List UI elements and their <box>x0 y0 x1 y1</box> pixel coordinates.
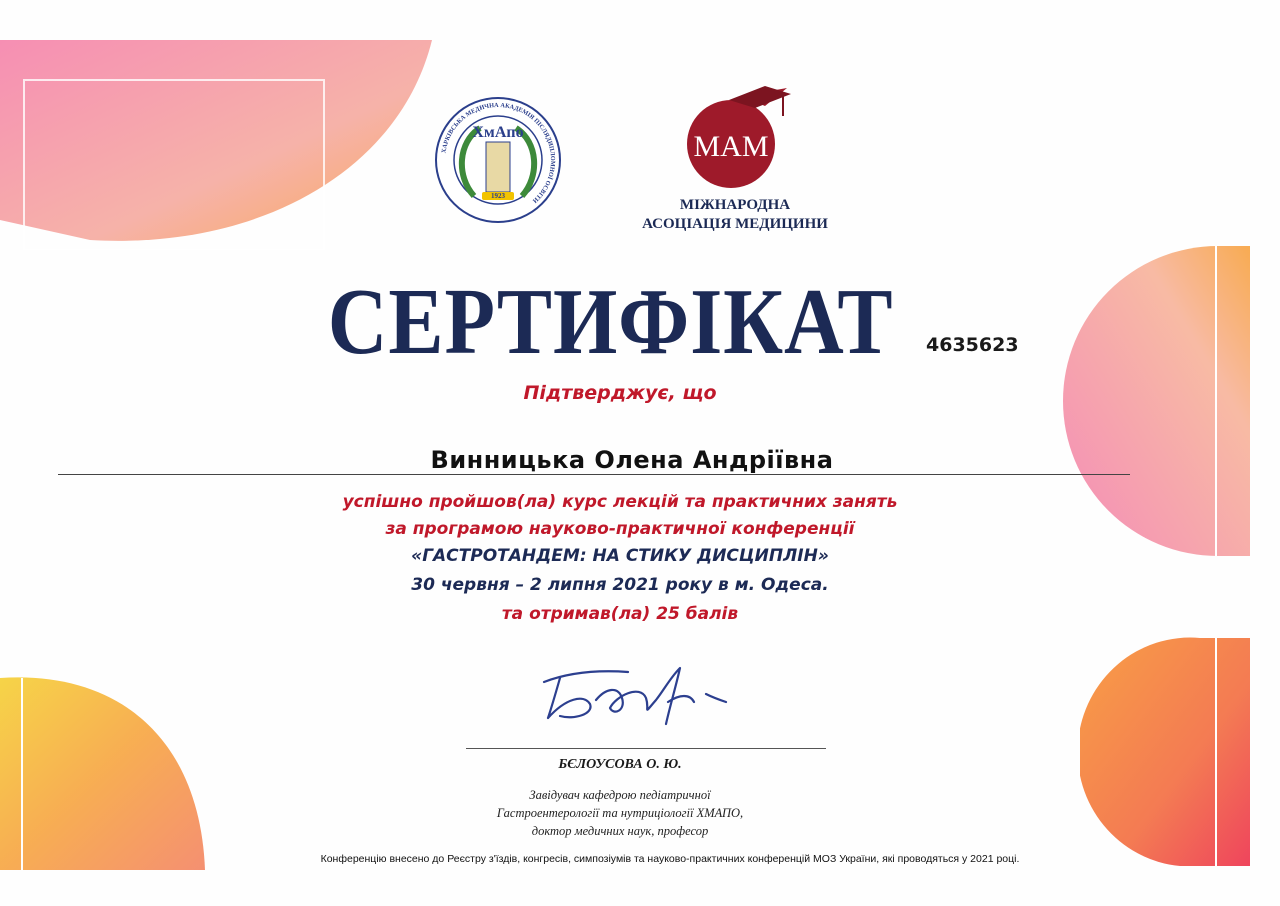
confirms-label: Підтверджує, що <box>523 382 717 404</box>
seal-ring-text: ХАРКІВСЬКА МЕДИЧНА АКАДЕМІЯ ПІСЛЯДИПЛОМНОЇ ОСВІТИ <box>440 101 557 205</box>
signer-role-line-3: доктор медичних наук, професор <box>531 824 709 838</box>
decor-bottom-left-circle <box>0 670 220 870</box>
mam-caption <box>600 196 870 234</box>
certificate-title: СЕРТИФІКАТ <box>327 270 894 374</box>
points-line: та отримав(ла) 25 балів <box>501 604 739 624</box>
recipient-underline <box>58 474 1130 475</box>
signer-role-line-1: Завідувач кафедрою педіатричної <box>529 788 711 802</box>
course-line-2: за програмою науково-практичної конференції <box>385 519 855 539</box>
decor-top-left-arc <box>0 40 440 250</box>
mam-abbr: МАМ <box>693 130 769 163</box>
conference-dates: 30 червня – 2 липня 2021 року в м. Одеса. <box>411 575 829 595</box>
signature-line <box>466 748 826 749</box>
signer-role-line-2: Гастроентерології та нутриціології ХМАПО, <box>496 806 744 820</box>
seal-year: 1923 <box>491 192 505 200</box>
mam-caption-line1: МІЖНАРОДНА <box>679 197 791 213</box>
khmapo-seal-logo <box>434 96 562 224</box>
signer-name: БЄЛОУСОВА О. Ю. <box>558 757 682 772</box>
course-line-1: успішно пройшов(ла) курс лекцій та практичних занять <box>342 492 898 512</box>
recipient-name: Винницька Олена Андріївна <box>430 446 834 474</box>
decor-right-circle-small <box>1080 630 1250 866</box>
conference-name: «ГАСТРОТАНДЕМ: НА СТИКУ ДИСЦИПЛІН» <box>411 546 829 566</box>
registry-footnote: Конференцію внесено до Реєстру з'їздів, конгресів, симпозіумів та науково-практичних конференцій МОЗ України, які проводяться у 2021 році. <box>320 853 1020 865</box>
decor-right-circle-large <box>1048 246 1250 556</box>
mam-caption-line2: АСОЦІАЦІЯ МЕДИЦИНИ <box>642 216 828 232</box>
mam-logo <box>683 82 795 194</box>
certificate-number: 4635623 <box>926 334 1019 356</box>
signature-image <box>530 658 740 728</box>
seal-monogram: ХмАпо <box>472 124 524 141</box>
